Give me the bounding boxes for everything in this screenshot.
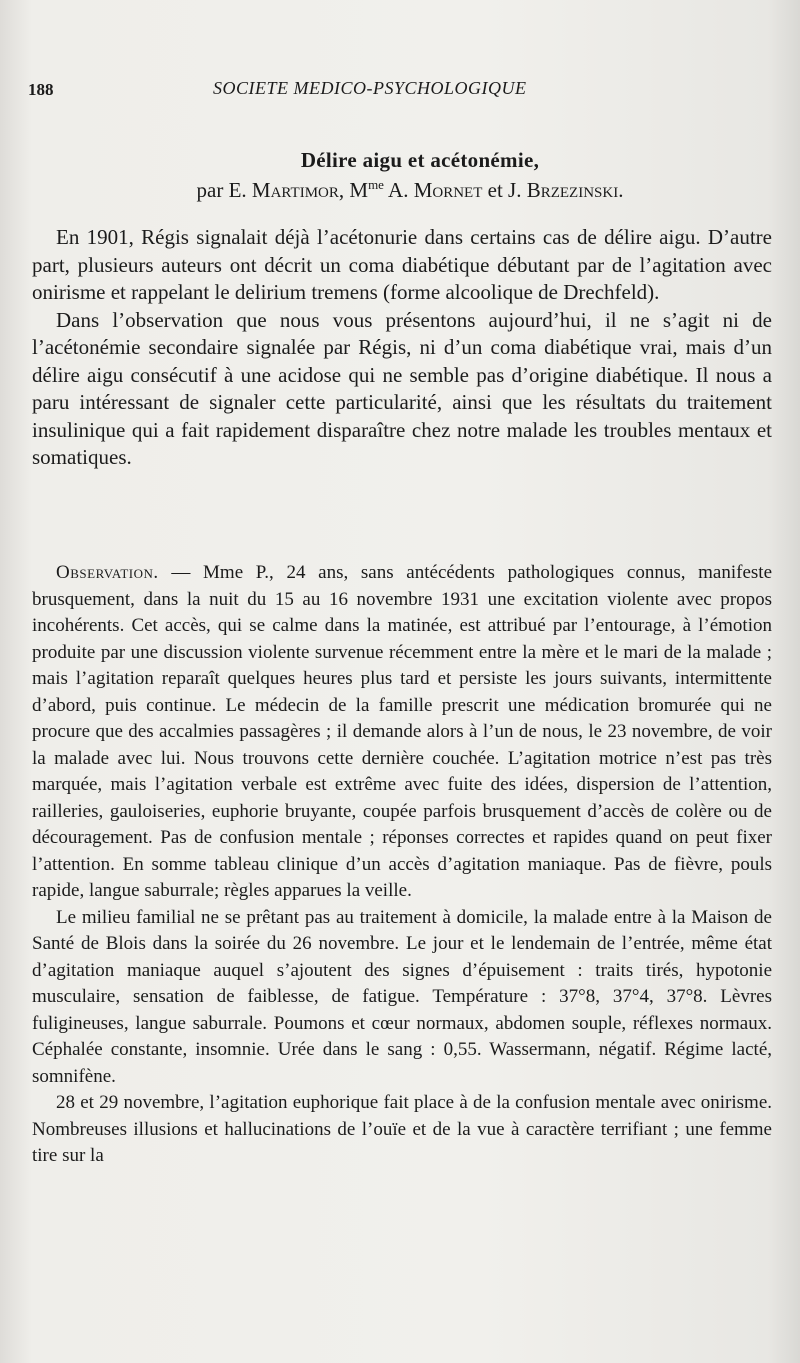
intro-paragraph: Dans l’observation que nous vous présentons aujourd’hui, il ne s’agit ni de l’acétonémie secondaire signalée par Régis, ni d’un coma diabétique vrai, mais d’un délire aigu consécutif à une acidose qui ne semble pas d’origine diabétique. Il nous a paru intéressant de signaler cette particularité, ainsi que les résultats du traitement insulinique qui a fait rapidement disparaître chez notre malade les troubles mentaux et somatiques. — [32, 307, 772, 469]
observation-paragraph — [32, 560, 772, 905]
page-header — [28, 78, 760, 106]
observation-section — [32, 560, 772, 1170]
author-1: Martimor — [251, 178, 339, 202]
byline-sep-1: , M — [338, 178, 369, 202]
page-number: 188 — [28, 80, 54, 99]
mme-superscript: me — [368, 177, 384, 192]
article-byline — [0, 177, 800, 203]
author-3: Brzezinski. — [521, 178, 624, 202]
observation-text: — Mme P., 24 ans, sans antécédents pathologiques connus, manifeste brusquement, dans la nuit du 15 au 16 novembre 1931 une excitation violente avec propos incohérents. Cet accès, qui se calme dans la matinée, est attribué par l’entourage, à l’émotion produite par une discussion violente survenue récemment entre la mère et le mari de la malade ; mais l’agitation reparaît quelques heures plus tard et persiste les jours suivants, intermittente d’abord, puis continue. Le médecin de la famille prescrit une médication bromurée qui ne procure que des accalmies passagères ; il demande alors à l’un de nous, le 23 novembre, de voir la malade avec lui. Nous trouvons cette dernière couchée. L’agitation motrice n’est pas très marquée, mais l’agitation verbale est extrême avec fuite des idées, dispersion de l’attention, railleries, gauloiseries, euphorie bruyante, coupée parfois brusquement d’accès de colère ou de découragement. Pas de confusion mentale ; réponses correctes et rapides quand on peut fixer l’attention. En somme tableau clinique d’un accès d’agitation maniaque. Pas de fièvre, pouls rapide, langue saburrale; règles apparues la veille. — [32, 562, 772, 901]
introduction — [32, 224, 772, 472]
author-2-initial: A. — [383, 178, 409, 202]
byline-prefix: par E. — [196, 178, 247, 202]
article-heading — [0, 148, 800, 203]
observation-paragraph: Le milieu familial ne se prêtant pas au traitement à domicile, la malade entre à la Maison de Santé de Blois dans la soirée du 26 novembre. Le jour et le lendemain de l’entrée, même état d’agitation maniaque auquel s’ajoutent des signes d’épuisement : traits tirés, hypotonie musculaire, sensation de faiblesse, de fatigue. Température : 37°8, 37°4, 37°8. Lèvres fuligineuses, langue saburrale. Poumons et cœur normaux, abdomen souple, réflexes normaux. Céphalée constante, insomnie. Urée dans le sang : 0,55. Wassermann, négatif. Régime lacté, somnifène. — [32, 906, 772, 1087]
byline-sep-2: et J. — [482, 178, 522, 202]
running-title: SOCIETE MEDICO-PSYCHOLOGIQUE — [213, 78, 527, 98]
author-2: Mornet — [408, 178, 483, 202]
intro-paragraph: En 1901, Régis signalait déjà l’acétonurie dans certains cas de délire aigu. D’autre part, plusieurs auteurs ont décrit un coma diabétique débutant par de l’agitation avec onirisme et rappelant le delirium tremens (forme alcoolique de Drechfeld). — [32, 225, 772, 304]
observation-paragraph: 28 et 29 novembre, l’agitation euphorique fait place à de la confusion mentale avec onirisme. Nombreuses illusions et hallucinations de l’ouïe et de la vue à caractère terrifiant ; une femme tire sur la — [32, 1092, 772, 1166]
article-title: Délire aigu et acétonémie, — [300, 148, 540, 172]
observation-label: Observation. — [56, 562, 159, 583]
